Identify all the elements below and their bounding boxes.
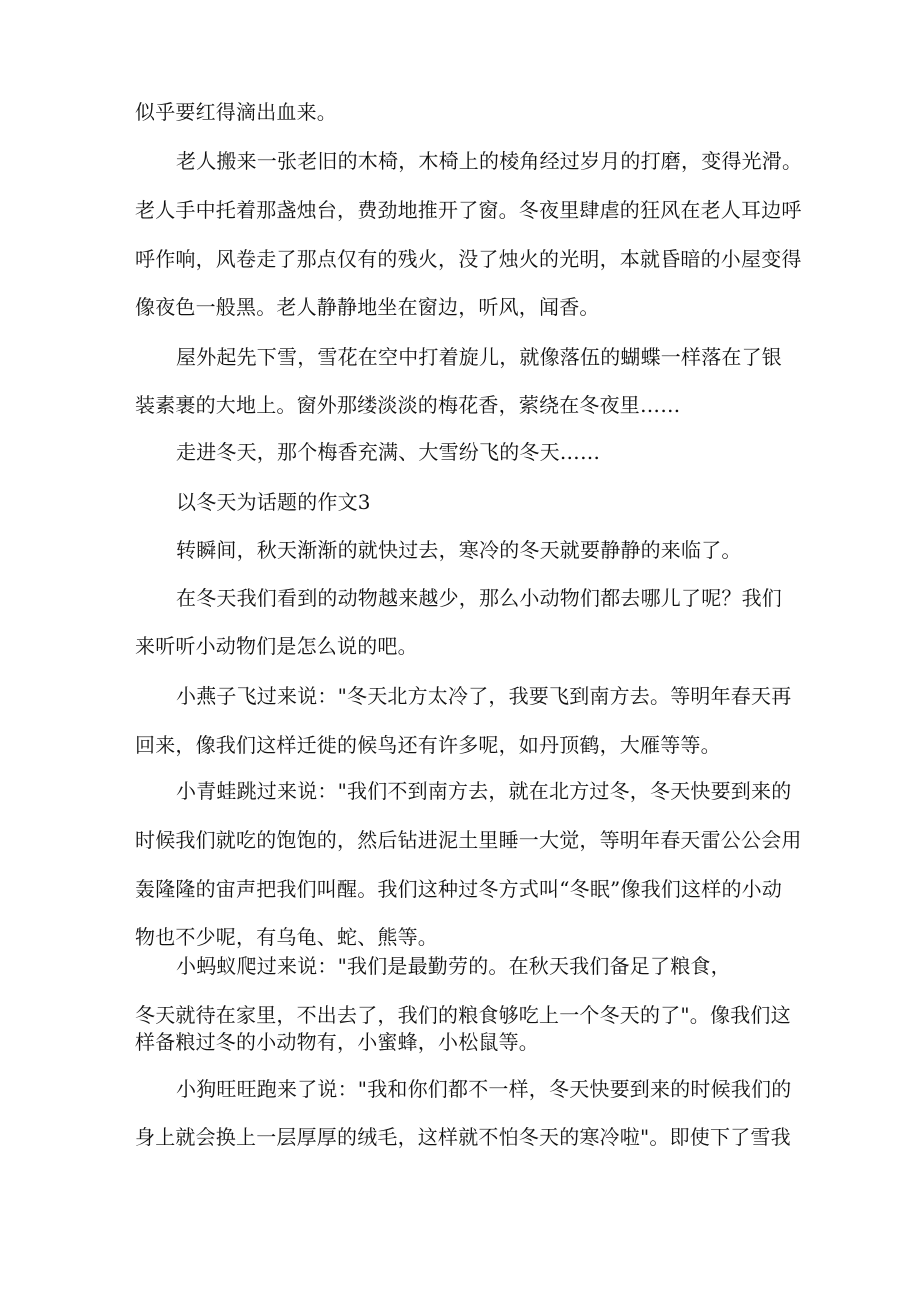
text-line: 冬天就待在家里，不出去了，我们的粮食够吃上一个冬天的了"。像我们这 bbox=[135, 1003, 791, 1027]
text-line: 小狗旺旺跑来了说："我和你们都不一样，冬天快要到来的时候我们的 bbox=[176, 1077, 792, 1101]
text-line: 时候我们就吃的饱饱的，然后钻进泥土里睡一大觉，等明年春天雷公公会用 bbox=[135, 828, 802, 852]
text-line: 像夜色一般黑。老人静静地坐在窗边，听风，闻香。 bbox=[135, 295, 600, 319]
text-line: 物也不少呢，有乌龟、蛇、熊等。 bbox=[135, 925, 438, 949]
text-line: 身上就会换上一层厚厚的绒毛，这样就不怕冬天的寒冷啦"。即使下了雪我 bbox=[135, 1125, 791, 1149]
text-line: 呼作响，风卷走了那点仅有的残火，没了烛火的光明，本就昏暗的小屋变得 bbox=[135, 247, 802, 271]
text-line: 样备粮过冬的小动物有，小蜜蜂，小松鼠等。 bbox=[135, 1030, 539, 1054]
text-line: 似乎要红得滴出血来。 bbox=[135, 100, 337, 124]
text-line: 转瞬间，秋天渐渐的就快过去，寒冷的冬天就要静静的来临了。 bbox=[176, 538, 742, 562]
text-line: 老人手中托着那盏烛台，费劲地推开了窗。冬夜里肆虐的狂风在老人耳边呼 bbox=[135, 198, 802, 222]
text-line: 回来，像我们这样迁徙的候鸟还有许多呢，如丹顶鹤，大雁等等。 bbox=[135, 733, 721, 757]
text-line: 老人搬来一张老旧的木椅，木椅上的棱角经过岁月的打磨，变得光滑。 bbox=[176, 149, 803, 173]
text-line: 轰隆隆的宙声把我们叫醒。我们这种过冬方式叫“冬眠”像我们这样的小动 bbox=[135, 877, 783, 901]
text-line: 小蚂蚁爬过来说："我们是最勤劳的。在秋天我们备足了粮食， bbox=[176, 954, 731, 978]
text-line: 在冬天我们看到的动物越来越少，那么小动物们都去哪儿了呢？我们 bbox=[176, 586, 782, 610]
text-line: 屋外起先下雪，雪花在空中打着旋儿，就像落伍的蝴蝶一样落在了银 bbox=[176, 345, 782, 369]
text-line: 小燕子飞过来说："冬天北方太冷了，我要飞到南方去。等明年春天再 bbox=[176, 684, 792, 708]
section-heading: 以冬天为话题的作文3 bbox=[176, 490, 371, 514]
text-line: 装素裹的大地上。窗外那缕淡淡的梅花香，萦绕在冬夜里…… bbox=[135, 393, 681, 417]
text-line: 走进冬天，那个梅香充满、大雪纷飞的冬天…… bbox=[176, 440, 601, 464]
text-line: 来听听小动物们是怎么说的吧。 bbox=[135, 634, 418, 658]
text-line: 小青蛙跳过来说："我们不到南方去，就在北方过冬，冬天快要到来的 bbox=[176, 779, 792, 803]
